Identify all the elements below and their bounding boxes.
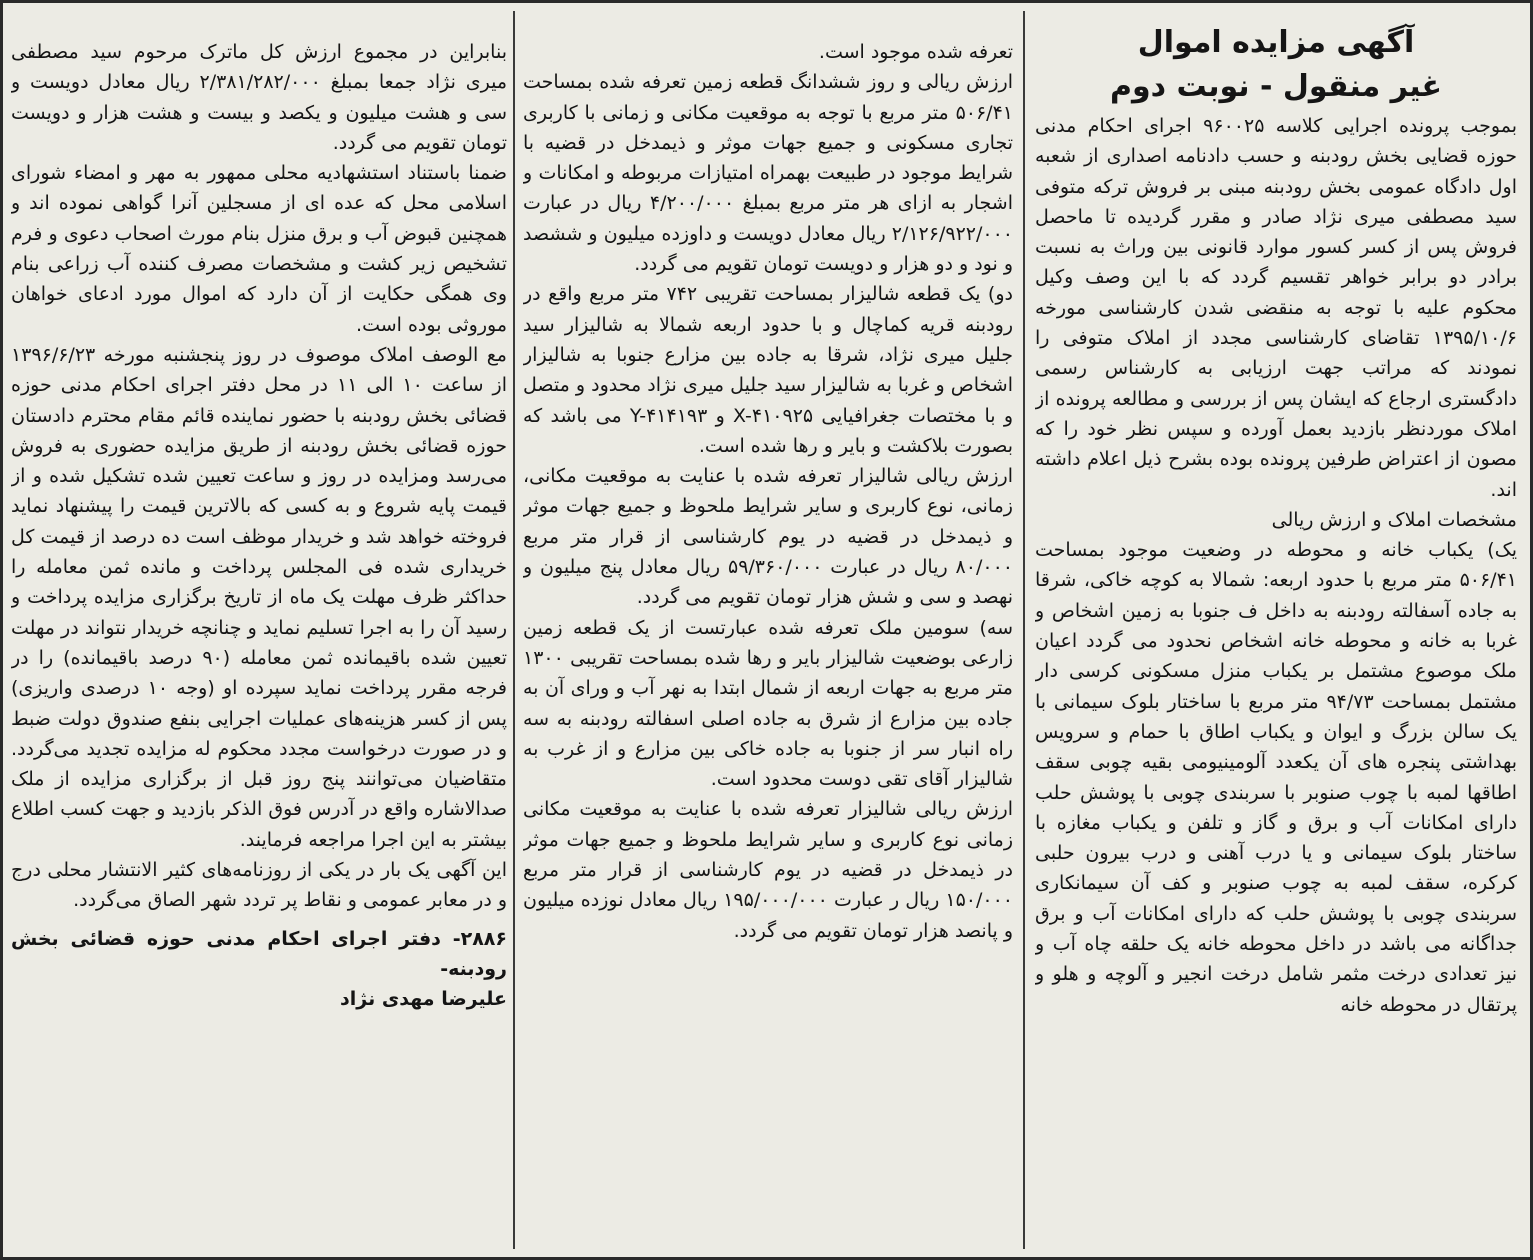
paragraph: ضمنا باستناد استشهادیه محلی ممهور به مهر و امضاء شورای اسلامی محل که عده ای از مسجلین آنرا گواهی نموده اند و همچنین قبوض آب و برق منزل بنام مورث اصحاب دعوی و فرم تشخیص زیر کشت و مشخصات مصرف کننده آب زراعی بنام وی همگی حکایت از آن دارد که اموال مورد ادعای خواهان موروثی بوده است. [11, 162, 507, 336]
paragraph: تعرفه شده موجود است. [818, 41, 1013, 63]
title-line-2: غیر منقول - نوبت دوم [1109, 69, 1442, 104]
column-divider [1023, 11, 1025, 1249]
section-heading: مشخصات املاک و ارزش ریالی [1271, 508, 1517, 531]
paragraph: بنابراین در مجموع ارزش کل ماترک مرحوم سید مصطفی میری نژاد جمعا بمبلغ ۲/۳۸۱/۲۸۲/۰۰۰ ریال معادل دویست و سی و هشت میلیون و یکصد و بیست و هشت هزار و دویست تومان تقویم می گردد. [11, 41, 507, 154]
column-divider [513, 11, 515, 1249]
column-middle [523, 37, 1013, 1247]
paragraph: مع الوصف املاک موصوف در روز پنجشنبه مورخه ۱۳۹۶/۶/۲۳ از ساعت ۱۰ الی ۱۱ در محل دفتر اجرای احکام مدنی حوزه قضائی بخش رودبنه با حضور نماینده قائم مقام محترم دادستان حوزه قضائی بخش رودبنه از طریق مزایده حضوری به فروش می‌رسد ومزایده در روز و ساعت تعیین شده تشکیل شده و از قیمت پایه شروع و به کسی که بالاترین قیمت را پیشنهاد نماید فروخته خواهد شد و خریدار موظف است ده درصد از قیمت کل خریداری شده فی المجلس پرداخت و مانده ثمن معامله را حداکثر ظرف مهلت یک ماه از تاریخ برگزاری مزایده پرداخت و رسید آن را به اجرا تسلیم نماید و چنانچه خریدار نتواند در مهلت تعیین شده باقیمانده ثمن معامله (۹۰ درصد باقیمانده) را در فرجه مقرر پرداخت نماید سپرده او (وجه ۱۰ درصدی واریزی) پس از کسر هزینه‌های عملیات اجرایی بنفع صندوق دولت ضبط و در صورت درخواست مجدد محکوم له مزایده تجدید می‌گردد. متقاضیان می‌توانند پنج روز قبل از برگزاری مزایده از ملک صدالاشاره واقع در آدرس فوق الذکر بازدید و جهت کسب اطلاع بیشتر به این اجرا مراجعه فرمایند. [11, 343, 507, 851]
paragraph: ارزش ریالی و روز ششدانگ قطعه زمین تعرفه شده بمساحت ۵۰۶/۴۱ متر مربع با توجه به موقعیت مکانی و زمانی با کاربری تجاری مسکونی و جمیع جهات موثر و ذیمدخل در قضیه با شرایط موجود در طبیعت بهمراه امتیازات مربوطه و امکانات و اشجار به ازای هر متر مربع بمبلغ ۴/۲۰۰/۰۰۰ ریال در عبارت ۲/۱۲۶/۹۲۲/۰۰۰ ریال معادل دویست و داوزده میلیون و ششصد و نود و دو هزار و دویست تومان تقویم می گردد. [523, 71, 1013, 276]
column-left [11, 37, 507, 1247]
paragraph: بموجب پرونده اجرایی کلاسه ۹۶۰۰۲۵ اجرای احکام مدنی حوزه قضایی بخش رودبنه و حسب دادنامه اصداری از شعبه اول دادگاه عمومی بخش رودبنه مبنی بر فروش ترکه متوفی سید مصطفی میری نژاد صادر و مقرر گردیده تا ماحصل فروش پس از کسر کسور موارد قانونی بین وراث به نسبت برادر دو برابر خواهر تقسیم گردد که با این وصف وکیل محکوم علیه با توجه به منقضی شدن کارشناسی مورخه ۱۳۹۵/۱۰/۶ تقاضای کارشناسی مجدد از املاک متوفی را نمودند که مراتب جهت ارزیابی به کارشناس رسمی دادگستری ارجاع که ایشان پس از بررسی و مطالعه پرونده از املاک موردنظر بازدید بعمل آورده و سپس نظر خود را که مصون از اعتراض طرفین پرونده بوده بشرح ذیل اعلام داشته اند. [1035, 115, 1517, 501]
title-line-1: آگهی مزایده اموال [1137, 25, 1415, 60]
signature-office: ۲۸۸۶- دفتر اجرای احکام مدنی حوزه قضائی بخش رودبنه- [11, 927, 507, 980]
paragraph: دو) یک قطعه شالیزار بمساحت تقریبی ۷۴۲ متر مربع واقع در رودبنه قریه کماچال و با حدود اربعه شمالا به شالیزار سید جلیل میری نژاد، شرقا به جاده بین مزارع جنوبا به شالیزار اشخاص و غربا به شالیزار سید جلیل میری نژاد محدود و متصل و با مختصات جغرافیایی X-۴۱۰۹۲۵ و Y-۴۱۴۱۹۳ می باشد که بصورت بلاکشت و بایر و رها شده است. [523, 283, 1013, 457]
notice-title [1035, 21, 1517, 109]
signature-name: علیرضا مهدی نژاد [340, 988, 507, 1011]
signature [11, 924, 507, 1015]
paragraph: این آگهی یک بار در یکی از روزنامه‌های کثیر الانتشار محلی درج و در معابر عمومی و نقاط پر تردد شهر الصاق می‌گردد. [11, 859, 507, 912]
column-right [1035, 21, 1517, 1247]
paragraph: سه) سومین ملک تعرفه شده عبارتست از یک قطعه زمین زارعی بوضعیت شالیزار بایر و رها شده بمساحت تقریبی ۱۳۰۰ متر مربع به جهات اربعه از شمال ابتدا به نهر آب و ورای آن به جاده بین مزارع از شرق به جاده اصلی اسفالته رودبنه به سه راه انبار سر از جنوبا به جاده خاکی بین مزارع و از غرب به شالیزار آقای تقی دوست محدود است. [523, 616, 1013, 791]
paragraph: ارزش ریالی شالیزار تعرفه شده با عنایت به موقعیت مکانی زمانی نوع کاربری و سایر شرایط ملحوظ و جمیع جهات موثر در ذیمدخل در قضیه در یوم کارشناسی از قرار متر مربع ۱۵۰/۰۰۰ ریال ر عبارت ۱۹۵/۰۰۰/۰۰۰ ریال معادل نوزده میلیون و پانصد هزار تومان تقویم می گردد. [523, 798, 1013, 942]
paragraph: ارزش ریالی شالیزار تعرفه شده با عنایت به موقعیت مکانی، زمانی، نوع کاربری و سایر شرایط ملحوظ و جمیع جهات موثر و ذیمدخل در قضیه در یوم کارشناسی از قرار متر مربع ۸۰/۰۰۰ ریال در عبارت ۵۹/۳۶۰/۰۰۰ ریال معادل پنج میلیون و نهصد و سی و شش هزار تومان تقویم می گردد. [523, 465, 1013, 609]
paragraph: یک) یکباب خانه و محوطه در وضعیت موجود بمساحت ۵۰۶/۴۱ متر مربع با حدود اربعه: شمالا به کوچه خاکی، شرقا به جاده آسفالته رودبنه به داخل ف جنوبا به زمین اشخاص و غربا به خانه و محوطه خانه اشخاص نحدود می گردد اعیان ملک موصوع مشتمل بر یکباب منزل مسکونی کرسی دار مشتمل بمساحت ۹۴/۷۳ متر مربع با ساختار بلوک سیمانی با یک سالن بزرگ و ایوان و یکباب اطاق با حمام و سرویس بهداشتی پنجره های آن یکعدد آلومینیومی بقیه چوبی سقف اطاقها لمبه با چوب صنوبر با سربندی چوبی با پوشش حلب دارای امکانات آب و برق و گاز و تلفن و یکباب مغازه با ساختار بلوک سیمانی و یا درب آهنی و درب بیرون حلبی کرکره، سقف لمبه به چوب صنوبر و کف آن سیمانکاری سربندی چوبی با پوشش حلب که دارای امکانات آب و برق جداگانه می باشد در داخل محوطه خانه یک حلقه چاه آب و نیز تعدادی درخت مثمر شامل درخت انجیر و آلوچه و هلو و پرتقال در محوطه خانه [1035, 539, 1517, 1016]
